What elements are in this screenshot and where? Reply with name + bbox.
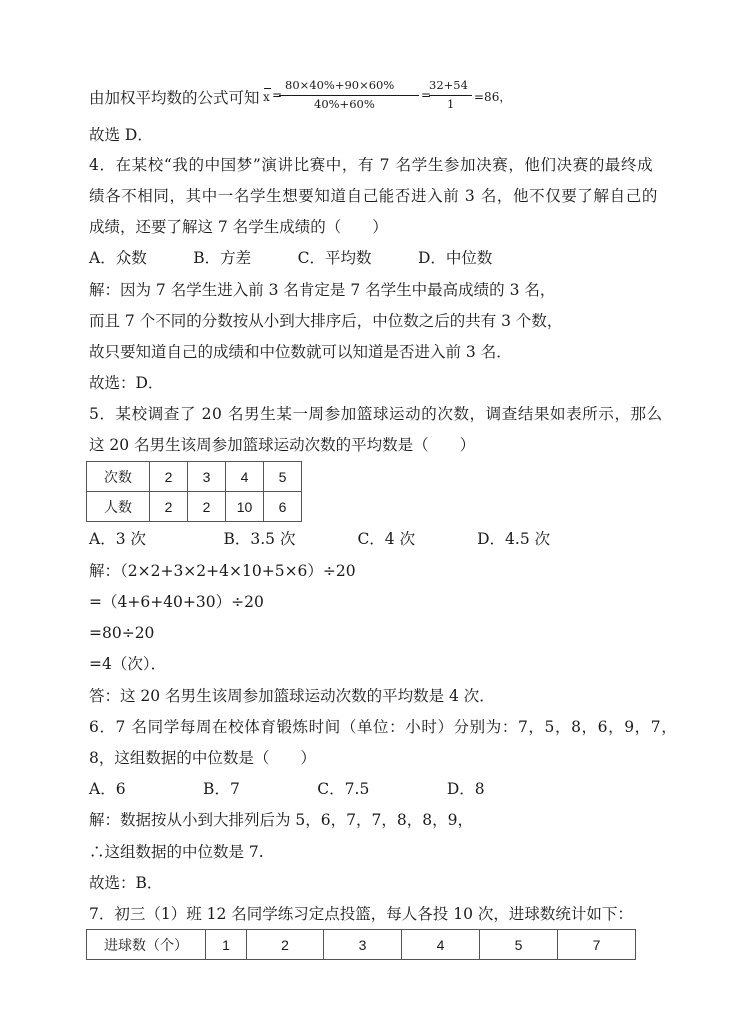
table-cell: 5 xyxy=(264,462,302,492)
text-line: 解：因为 7 名学生进入前 3 名肯定是 7 名学生中最高成绩的 3 名， xyxy=(89,281,556,299)
table-cell: 3 xyxy=(324,930,402,960)
table-cell: 3 xyxy=(188,462,226,492)
table-cell: 1 xyxy=(206,930,247,960)
table-row xyxy=(87,930,636,960)
text-line: 8，这组数据的中位数是（ ） xyxy=(89,749,316,767)
formula-result: =86， xyxy=(474,90,512,104)
equals-sign-1: = xyxy=(272,88,283,102)
text-line: A．3 次 B．3.5 次 C．4 次 D．4.5 次 xyxy=(89,530,551,548)
fraction-1-denominator: 40%+60% xyxy=(314,97,375,111)
table-cell: 5 xyxy=(480,930,558,960)
text-line: 这 20 名男生该周参加篮球运动次数的平均数是（ ） xyxy=(89,436,476,454)
x-bar-symbol: x xyxy=(263,90,270,104)
text-line: A．6 B．7 C．7.5 D．8 xyxy=(89,780,485,798)
table-cell: 次数 xyxy=(87,462,150,492)
text-line: 故选 D． xyxy=(89,126,153,144)
text-line: =4（次）． xyxy=(89,655,167,673)
text-line: 答：这 20 名男生该周参加篮球运动次数的平均数是 4 次． xyxy=(89,687,495,705)
table-cell: 10 xyxy=(226,492,264,522)
text-line: 故只要知道自己的成绩和中位数就可以知道是否进入前 3 名． xyxy=(89,343,512,361)
table-cell: 2 xyxy=(188,492,226,522)
table-row xyxy=(87,462,302,492)
table-cell: 7 xyxy=(558,930,636,960)
text-line: 成绩，还要了解这 7 名学生成绩的（ ） xyxy=(89,218,388,236)
text-line: 绩各不相同，其中一名学生想要知道自己能否进入前 3 名，他不仅要了解自己的 xyxy=(89,187,658,205)
table-cell: 人数 xyxy=(87,492,150,522)
text-line: 故选：B． xyxy=(89,874,163,892)
text-line: 4．在某校“我的中国梦”演讲比赛中，有 7 名学生参加决赛，他们决赛的最终成 xyxy=(89,156,654,174)
text-line: =（4+6+40+30）÷20 xyxy=(89,593,264,611)
text-line: 故选：D． xyxy=(89,374,164,392)
formula-prefix: 由加权平均数的公式可知 xyxy=(89,89,260,107)
table-cell: 4 xyxy=(226,462,264,492)
text-line: 解：数据按从小到大排列后为 5，6，7，7，8，8，9， xyxy=(89,811,473,829)
text-line: 解：（2×2+3×2+4×10+5×6）÷20 xyxy=(89,562,356,580)
text-line: 5．某校调查了 20 名男生某一周参加篮球运动的次数，调查结果如表所示，那么 xyxy=(89,405,663,423)
fraction-2-denominator: 1 xyxy=(447,97,455,111)
equals-sign-2: = xyxy=(421,88,432,102)
text-line: 而且 7 个不同的分数按从小到大排序后，中位数之后的共有 3 个数， xyxy=(89,312,563,330)
table-cell: 2 xyxy=(150,492,188,522)
table-cell: 2 xyxy=(247,930,324,960)
text-line: 7．初三（1）班 12 名同学练习定点投篮，每人各投 10 次，进球数统计如下： xyxy=(89,905,633,923)
shooting-count-table xyxy=(86,929,636,960)
table-row xyxy=(87,492,302,522)
text-line: =80÷20 xyxy=(89,624,155,642)
fraction-2-numerator: 32+54 xyxy=(429,78,468,92)
table-cell: 进球数（个） xyxy=(87,930,206,960)
table-cell: 2 xyxy=(150,462,188,492)
text-line: A．众数 B．方差 C．平均数 D．中位数 xyxy=(89,249,493,267)
table-cell: 6 xyxy=(264,492,302,522)
table-cell: 4 xyxy=(402,930,480,960)
fraction-1-numerator: 80×40%+90×60% xyxy=(285,78,395,92)
text-line: ∴这组数据的中位数是 7. xyxy=(89,843,264,861)
text-line: 6．7 名同学每周在校体育锻炼时间（单位：小时）分别为：7，5，8，6，9，7， xyxy=(89,718,678,736)
basketball-count-table xyxy=(86,461,302,522)
